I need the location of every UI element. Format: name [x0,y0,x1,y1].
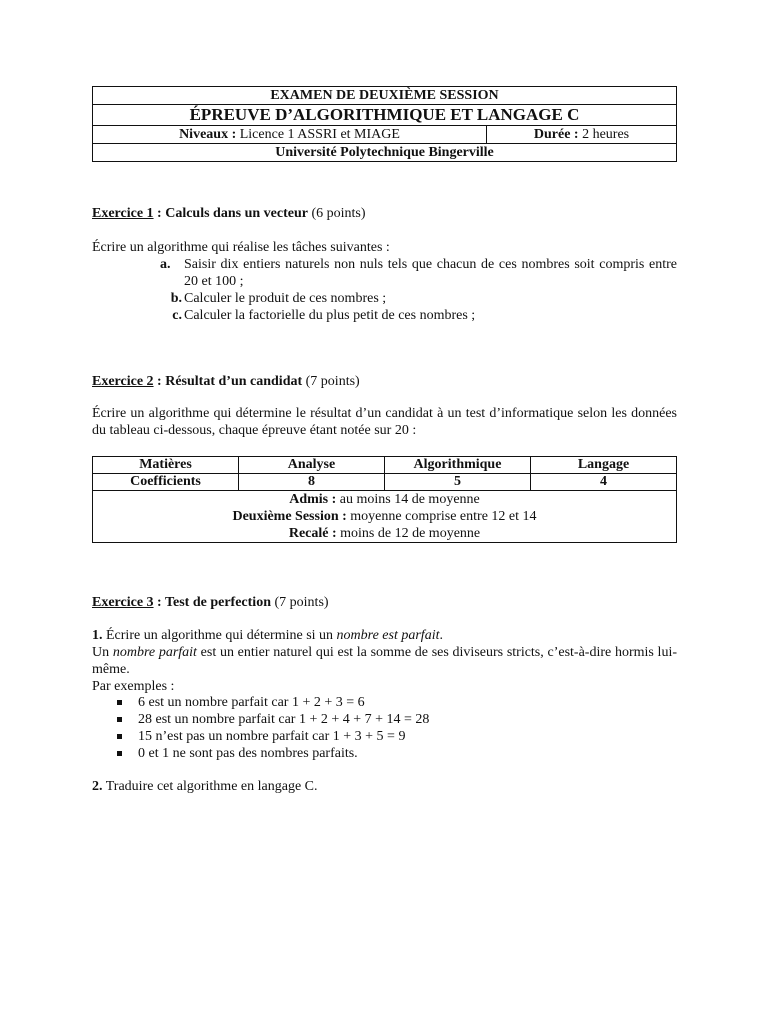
epreuve-title: ÉPREUVE D’ALGORITHMIQUE ET LANGAGE C [93,105,677,126]
task-marker: c. [172,308,182,323]
table-cell: Coefficients [93,474,239,491]
ex3-points: (7 points) [271,595,329,610]
square-bullet-icon [117,700,122,705]
niveaux-value: Licence 1 ASSRI et MIAGE [239,127,400,142]
ex3-sep: : [153,595,165,610]
ex2-sep: : [153,374,166,389]
task-marker: b. [170,291,182,306]
ex3-definition [92,644,677,678]
def-emphasis: nombre parfait [112,645,197,660]
ex1-task-b [92,290,677,307]
ex2-intro: Écrire un algorithme qui détermine le résultat d’un candidat à un test d’informatique selon les données du tableau ci-dessous, chaque épreuve étant notée sur 20 : [92,406,677,438]
ex2-heading [92,373,677,390]
table-header-row [93,457,677,474]
table-header-cell: Analyse [239,457,385,474]
coefficients-table [92,456,677,543]
ex1-intro: Écrire un algorithme qui réalise les tâches suivantes : [92,240,390,255]
ex1-heading [92,205,677,222]
rule-admis [93,491,676,508]
examples-label: Par exemples : [92,679,175,694]
duree-label: Durée : [533,127,579,142]
example-text: 0 et 1 ne sont pas des nombres parfaits. [138,746,358,761]
rule-label: Admis : [289,492,337,507]
q2-number: 2. [92,779,103,794]
q1-end: . [439,628,443,643]
duree-value: 2 heures [582,127,630,142]
square-bullet-icon [117,717,122,722]
list-item [92,694,677,711]
ex1-task-list [92,256,677,324]
q1-emphasis: nombre est parfait [336,628,440,643]
ex3-question-2 [92,778,677,795]
def-start: Un [92,645,113,660]
grading-rules-cell [93,491,677,543]
list-item [92,711,677,728]
duree-cell [487,126,677,144]
rule-text: moyenne comprise entre 12 et 14 [346,509,537,524]
table-row [93,474,677,491]
task-text: Calculer le produit de ces nombres ; [184,291,387,306]
rule-label: Recalé : [288,526,337,541]
ex1-sep: : [153,206,166,221]
rule-label: Deuxième Session : [232,509,347,524]
rule-deuxieme-session [93,508,676,525]
ex1-task-a [92,256,677,290]
universite-name: Université Polytechnique Bingerville [93,144,677,162]
ex1-subject: Calculs dans un vecteur [165,206,308,221]
rule-text: moins de 12 de moyenne [336,526,481,541]
table-header-cell: Algorithmique [385,457,531,474]
niveaux-label: Niveaux : [179,127,237,142]
table-cell: 5 [385,474,531,491]
ex2-title: Exercice 2 [92,374,154,389]
table-header-cell: Matières [93,457,239,474]
ex3-title: Exercice 3 [92,595,154,610]
ex3-subject: Test de perfection [164,595,271,610]
table-cell: 8 [239,474,385,491]
q1-text: Écrire un algorithme qui détermine si un [102,628,337,643]
task-marker: a. [160,257,171,272]
ex1-points: (6 points) [307,206,366,221]
list-item [92,745,677,762]
q2-text: Traduire cet algorithme en langage C. [102,779,318,794]
ex1-title: Exercice 1 [92,206,154,221]
ex3-heading [92,594,677,611]
table-cell: 4 [531,474,677,491]
ex1-task-c [92,307,677,324]
session-title: EXAMEN DE DEUXIÈME SESSION [93,87,677,105]
table-header-cell: Langage [531,457,677,474]
task-text: Calculer la factorielle du plus petit de ces nombres ; [184,308,476,323]
exam-header-table [92,86,677,162]
def-rest: est un entier naturel qui est la somme de ses diviseurs stricts, c’est-à-dire hormis lui-même. [92,645,678,677]
task-text: Saisir dix entiers naturels non nuls tels que chacun de ces nombres soit compris entre 20 et 100 ; [184,257,677,289]
example-text: 15 n’est pas un nombre parfait car 1 + 3 + 5 = 9 [138,729,406,744]
square-bullet-icon [117,751,122,756]
examples-list [92,694,677,762]
list-item [92,728,677,745]
ex2-points: (7 points) [302,374,360,389]
ex2-subject: Résultat d’un candidat [165,374,303,389]
example-text: 28 est un nombre parfait car 1 + 2 + 4 + 7 + 14 = 28 [138,712,430,727]
example-text: 6 est un nombre parfait car 1 + 2 + 3 = 6 [138,695,365,710]
q1-number: 1. [92,628,103,643]
square-bullet-icon [117,734,122,739]
rule-text: au moins 14 de moyenne [336,492,480,507]
niveaux-cell [93,126,487,144]
table-rules-row [93,491,677,543]
ex3-question-1 [92,627,677,644]
rule-recale [93,525,676,542]
